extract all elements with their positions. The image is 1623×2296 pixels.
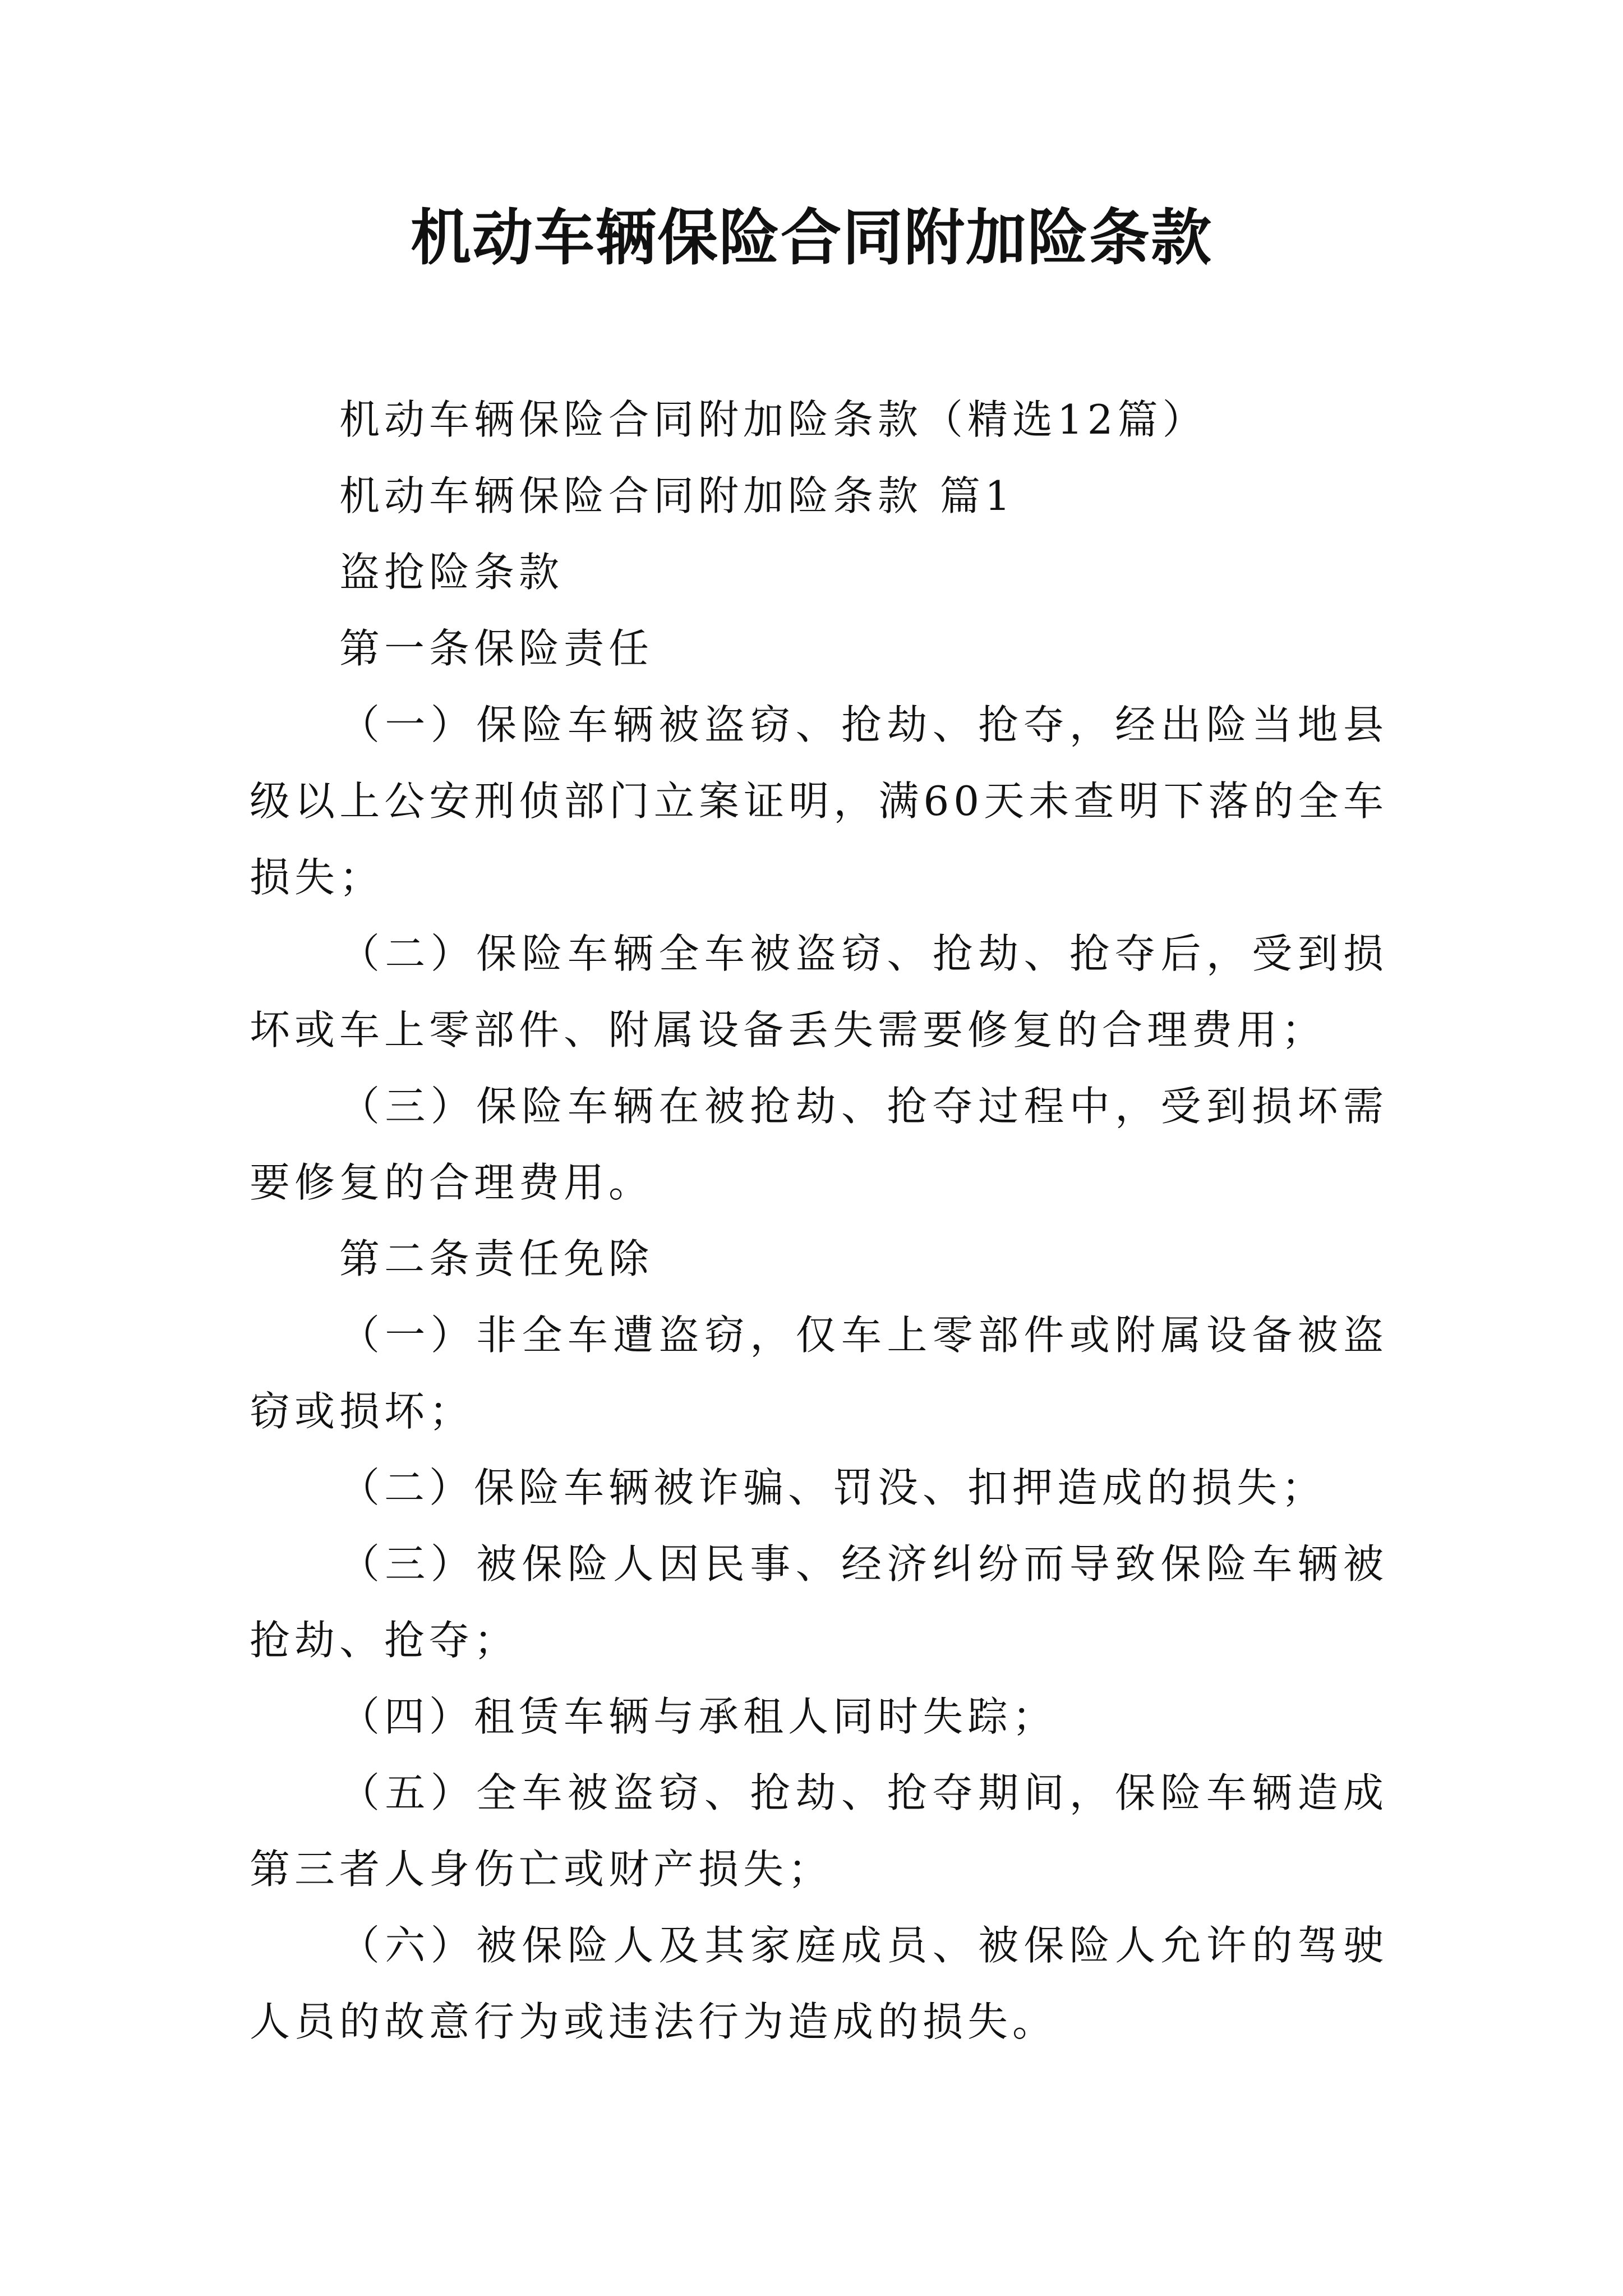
paragraph-article-1-item-2: （二）保险车辆全车被盗窃、抢劫、抢夺后，受到损坏或车上零部件、附属设备丢失需要修复的合理费用；	[250, 930, 1388, 1053]
paragraph-article-2-item-4: （四）租赁车辆与承租人同时失踪；	[339, 1693, 1058, 1740]
paragraph-clause-name: 盗抢险条款	[339, 549, 564, 596]
paragraph-article-2-item-5: （五）全车被盗窃、抢劫、抢夺期间，保险车辆造成第三者人身伤亡或财产损失；	[250, 1769, 1388, 1893]
paragraph-article-1-item-3: （三）保险车辆在被抢劫、抢夺过程中，受到损坏需要修复的合理费用。	[250, 1083, 1388, 1206]
document-body	[250, 381, 1388, 2060]
paragraph-article-2-item-6: （六）被保险人及其家庭成员、被保险人允许的驾驶人员的故意行为或违法行为造成的损失。	[250, 1922, 1388, 2045]
paragraph-article-2-item-2: （二）保险车辆被诈骗、罚没、扣押造成的损失；	[339, 1464, 1327, 1511]
paragraph-article-2-heading: 第二条责任免除	[339, 1235, 654, 1282]
paragraph-article-2-item-3: （三）被保险人因民事、经济纠纷而导致保险车辆被抢劫、抢夺；	[250, 1540, 1388, 1664]
paragraph-subtitle: 机动车辆保险合同附加险条款（精选12篇）	[339, 396, 1207, 443]
document-title: 机动车辆保险合同附加险条款	[410, 203, 1212, 273]
paragraph-article-1-heading: 第一条保险责任	[339, 625, 654, 672]
paragraph-section-heading: 机动车辆保险合同附加险条款 篇1	[339, 472, 1015, 519]
paragraph-article-2-item-1: （一）非全车遭盗窃，仅车上零部件或附属设备被盗窃或损坏；	[250, 1312, 1388, 1435]
paragraph-article-1-item-1: （一）保险车辆被盗窃、抢劫、抢夺，经出险当地县级以上公安刑侦部门立案证明，满60天未查明下落的全车损失；	[250, 701, 1388, 901]
